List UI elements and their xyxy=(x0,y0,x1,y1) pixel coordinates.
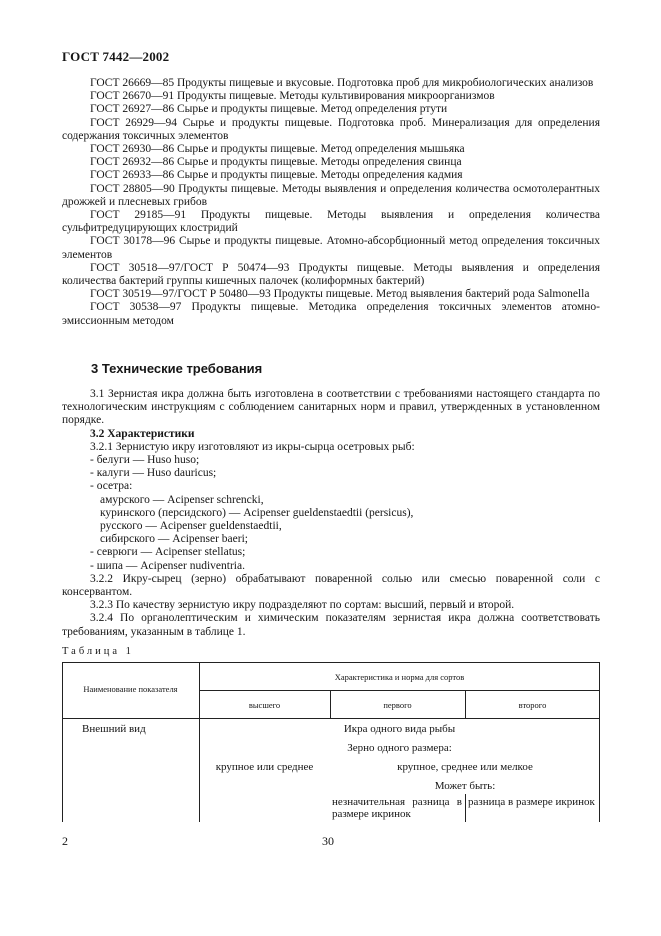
list-item: - осетра: xyxy=(90,480,133,493)
paragraph-3-2-3: 3.2.3 По качеству зернистую икру подразделяют по сортам: высший, первый и второй. xyxy=(90,599,515,612)
reference-item: ГОСТ 29185—91 Продукты пищевые. Методы выявления и определения количества сульфитредуцирующих клостридий xyxy=(62,209,600,235)
reference-item: ГОСТ 26929—94 Сырье и продукты пищевые. Подготовка проб. Минерализация для определения содержания токсичных элементов xyxy=(62,116,600,142)
section-body xyxy=(62,388,600,639)
normative-references xyxy=(62,77,600,328)
sublist-item: русского — Acipenser gueldenstaedtii, xyxy=(100,520,282,533)
table-cell: крупное, среднее или мелкое xyxy=(397,761,533,773)
list-item: - шипа — Acipenser nudiventria. xyxy=(90,559,245,572)
list-item: - севрюги — Acipenser stellatus; xyxy=(90,546,246,559)
table-cell: Зерно одного размера: xyxy=(347,742,452,754)
reference-item: ГОСТ 30519—97/ГОСТ Р 50480—93 Продукты пищевые. Метод выявления бактерий рода Salmonella xyxy=(90,288,590,301)
paragraph-3-2-4: 3.2.4 По органолептическим и химическим показателям зернистая икра должна соответствовать требованиям, указанным в таблице 1. xyxy=(62,612,600,638)
reference-item: ГОСТ 26669—85 Продукты пищевые и вкусовые. Подготовка проб для микробиологических анализов xyxy=(90,77,594,89)
column-header-grade: первого xyxy=(383,700,412,710)
table-cell: Икра одного вида рыбы xyxy=(343,723,456,735)
page-number-center: 30 xyxy=(322,834,334,848)
table-header-rule xyxy=(62,718,600,719)
table-cell: незначительная разница в размере икринок xyxy=(332,796,462,820)
reference-item: ГОСТ 26933—86 Сырье и продукты пищевые. Методы определения кадмия xyxy=(90,169,463,182)
column-header-grade: второго xyxy=(518,700,547,710)
list-item: - калуги — Huso dauricus; xyxy=(90,467,217,480)
reference-item: ГОСТ 30178—96 Сырье и продукты пищевые. Атомно-абсорбционный метод определения токсичных элементов xyxy=(62,235,600,261)
paragraph-3-1: 3.1 Зернистая икра должна быть изготовлена в соответствии с требованиями настоящего стандарта по технологическим инструкциям с соблюдением санитарных норм и правил, утвержденных в установленном порядке. xyxy=(62,388,600,427)
column-header-name: Наименование показателя xyxy=(83,684,178,694)
paragraph-3-2-1: 3.2.1 Зернистую икру изготовляют из икры-сырца осетровых рыб: xyxy=(90,440,415,453)
table-caption: Таблица 1 xyxy=(62,646,134,657)
table-rule xyxy=(465,794,466,822)
reference-item: ГОСТ 26930—86 Сырье и продукты пищевые. Метод определения мышьяка xyxy=(90,143,465,156)
page-number-left: 2 xyxy=(62,834,68,848)
table-1 xyxy=(62,662,600,822)
reference-item: ГОСТ 30538—97 Продукты пищевые. Методика определения токсичных элементов атомно-эмиссионным методом xyxy=(62,301,600,327)
document-header: ГОСТ 7442—2002 xyxy=(62,49,170,64)
row-label: Внешний вид xyxy=(82,723,146,735)
subsection-heading: 3.2 Характеристики xyxy=(90,427,195,440)
table-cell: крупное или среднее xyxy=(215,761,314,773)
column-header-grade: высшего xyxy=(248,700,281,710)
table-border-top xyxy=(62,662,600,663)
reference-item: ГОСТ 26932—86 Сырье и продукты пищевые. Методы определения свинца xyxy=(90,156,462,169)
reference-item: ГОСТ 26670—91 Продукты пищевые. Методы культивирования микроорганизмов xyxy=(90,90,495,103)
list-item: - белуги — Huso huso; xyxy=(90,454,200,467)
paragraph-3-2-2: 3.2.2 Икру-сырец (зерно) обрабатывают поваренной солью или смесью поваренной соли с консервантом. xyxy=(62,572,600,599)
column-header-group: Характеристика и норма для сортов xyxy=(334,672,465,682)
reference-item: ГОСТ 28805—90 Продукты пищевые. Методы выявления и определения количества осмотолерантных дрожжей и плесневых грибов xyxy=(62,182,600,208)
reference-item: ГОСТ 30518—97/ГОСТ Р 50474—93 Продукты пищевые. Методы выявления и определения количества бактерий группы кишечных палочек (колиформных бактерий) xyxy=(62,261,600,288)
section-title: 3 Технические требования xyxy=(91,361,263,376)
sublist-item: куринского (персидского) — Acipenser gueldenstaedtii (persicus), xyxy=(100,506,414,519)
table-cell: разница в размере икринок xyxy=(468,796,595,808)
table-rule xyxy=(199,690,600,691)
table-cell: Может быть: xyxy=(434,780,496,792)
sublist-item: амурского — Acipenser schrencki, xyxy=(100,493,264,506)
sublist-item: сибирского — Acipenser baeri; xyxy=(100,533,248,546)
reference-item: ГОСТ 26927—86 Сырье и продукты пищевые. Метод определения ртути xyxy=(90,103,448,116)
